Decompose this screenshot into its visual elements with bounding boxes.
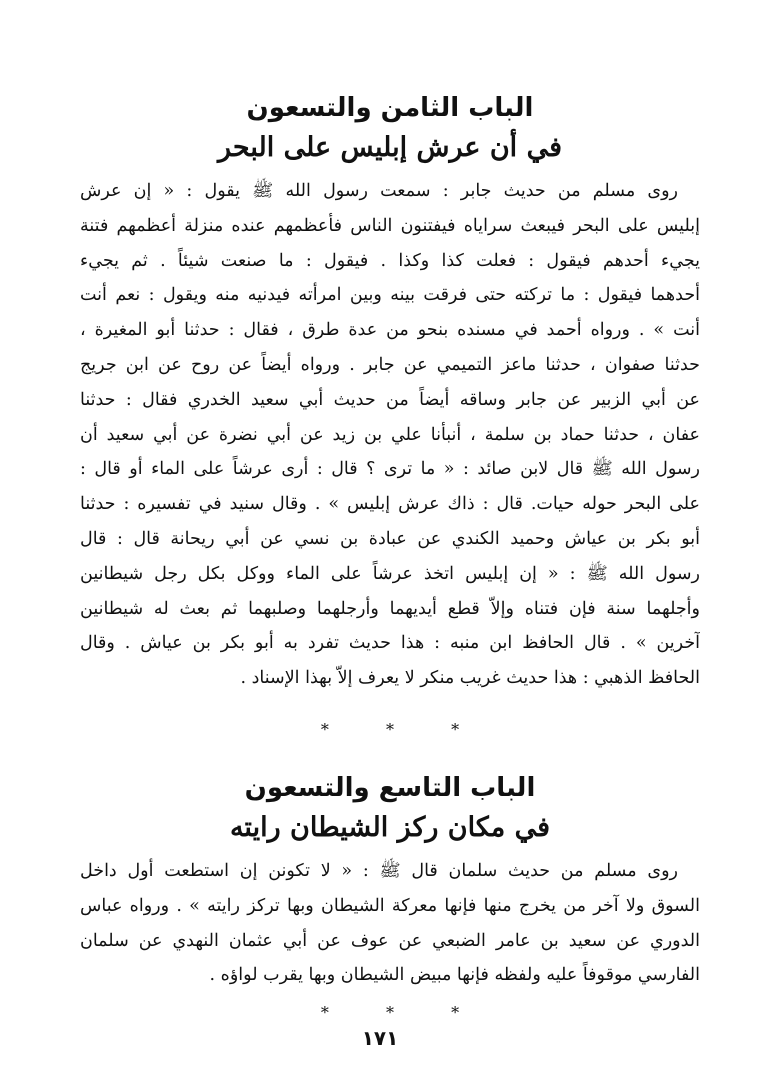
body-line: رسول الله ﷺ : « إن إبليس اتخذ عرشاً على الماء ووكل بكل رجل شيطانين xyxy=(80,563,700,584)
body-line: على البحر حوله حيات. قال : ذاك عرش إبليس » . وقال سنيد في تفسيره : حدثنا xyxy=(80,494,700,515)
page-number: ١٧١ xyxy=(361,1026,399,1050)
chapter-98-subtitle: في أن عرش إبليس على البحر xyxy=(218,132,562,163)
section-separator: * * * xyxy=(320,719,486,739)
body-line: آخرين » . قال الحافظ ابن منبه : هذا حديث تفرد به أبو بكر بن عياش . وقال xyxy=(80,633,700,654)
body-line: يجيء أحدهم فيقول : فعلت كذا وكذا . فيقول : ما صنعت شيئاً . ثم يجيء xyxy=(80,250,700,271)
body-line: روى مسلم من حديث جابر : سمعت رسول الله ﷺ يقول : « إن عرش xyxy=(80,181,678,201)
chapter-99-heading: الباب التاسع والتسعون xyxy=(244,772,536,803)
body-line: عن أبي الزبير عن جابر وساقه أيضاً من حديث أبي سعيد الخدري فقال : حدثنا xyxy=(80,389,700,410)
body-line: أحدهما فيقول : ما تركته حتى فرقت بينه وبين امرأته فيدنيه منه ويقول : نعم أنت xyxy=(80,285,700,306)
chapter-98-heading: الباب الثامن والتسعون xyxy=(246,93,534,123)
chapter-99-body xyxy=(80,854,700,993)
chapter-98-body xyxy=(80,174,700,696)
body-line: أنت » . ورواه أحمد في مسنده بنحو من عدة طرق ، فقال : حدثنا أبو المغيرة ، xyxy=(80,320,700,341)
body-line: السوق ولا آخر من يخرج منها فإنها معركة الشيطان وبها تركز رايته » . ورواه عباس xyxy=(80,895,700,916)
body-line: الدوري عن سعيد بن عامر الضبعي عن عوف عن أبي عثمان النهدي عن سلمان xyxy=(80,930,700,951)
body-line: روى مسلم من حديث سلمان قال ﷺ : « لا تكونن إن استطعت أول داخل xyxy=(80,860,678,881)
body-line: أبو بكر بن عياش وحميد الكندي عن عبادة بن نسي عن أبي ريحانة قال : قال xyxy=(80,528,700,549)
body-line: عفان ، حدثنا حماد بن سلمة ، أنبأنا علي بن زيد عن أبي نضرة عن أبي سعيد أن xyxy=(80,424,700,445)
body-line: الحافظ الذهبي : هذا حديث غريب منكر لا يعرف إلاّ بهذا الإسناد . xyxy=(240,668,700,689)
body-line: وأجلهما سنة فإن فتناه وإلاّ قطع أيديهما وأرجلهما وصلبهما ثم بعث له شيطانين xyxy=(80,598,700,619)
body-line: إبليس على البحر فيبعث سراياه فيفتنون الناس فأعظمهم عنده منزلة أعظمهم فتنة xyxy=(80,215,700,236)
body-line: حدثنا صفوان ، حدثنا ماعز التميمي عن جابر . ورواه أيضاً عن روح عن ابن جريج xyxy=(80,354,700,375)
chapter-99-subtitle: في مكان ركز الشيطان رايته xyxy=(229,811,551,843)
page-content xyxy=(80,90,700,1023)
section-separator: * * * xyxy=(320,1003,486,1023)
body-line: رسول الله ﷺ قال لابن صائد : « ما ترى ؟ قال : أرى عرشاً على الماء أو قال : xyxy=(80,459,700,480)
body-line: الفارسي موقوفاً عليه ولفظه فإنها مبيض الشيطان وبها يقرب لواؤه . xyxy=(209,965,700,986)
